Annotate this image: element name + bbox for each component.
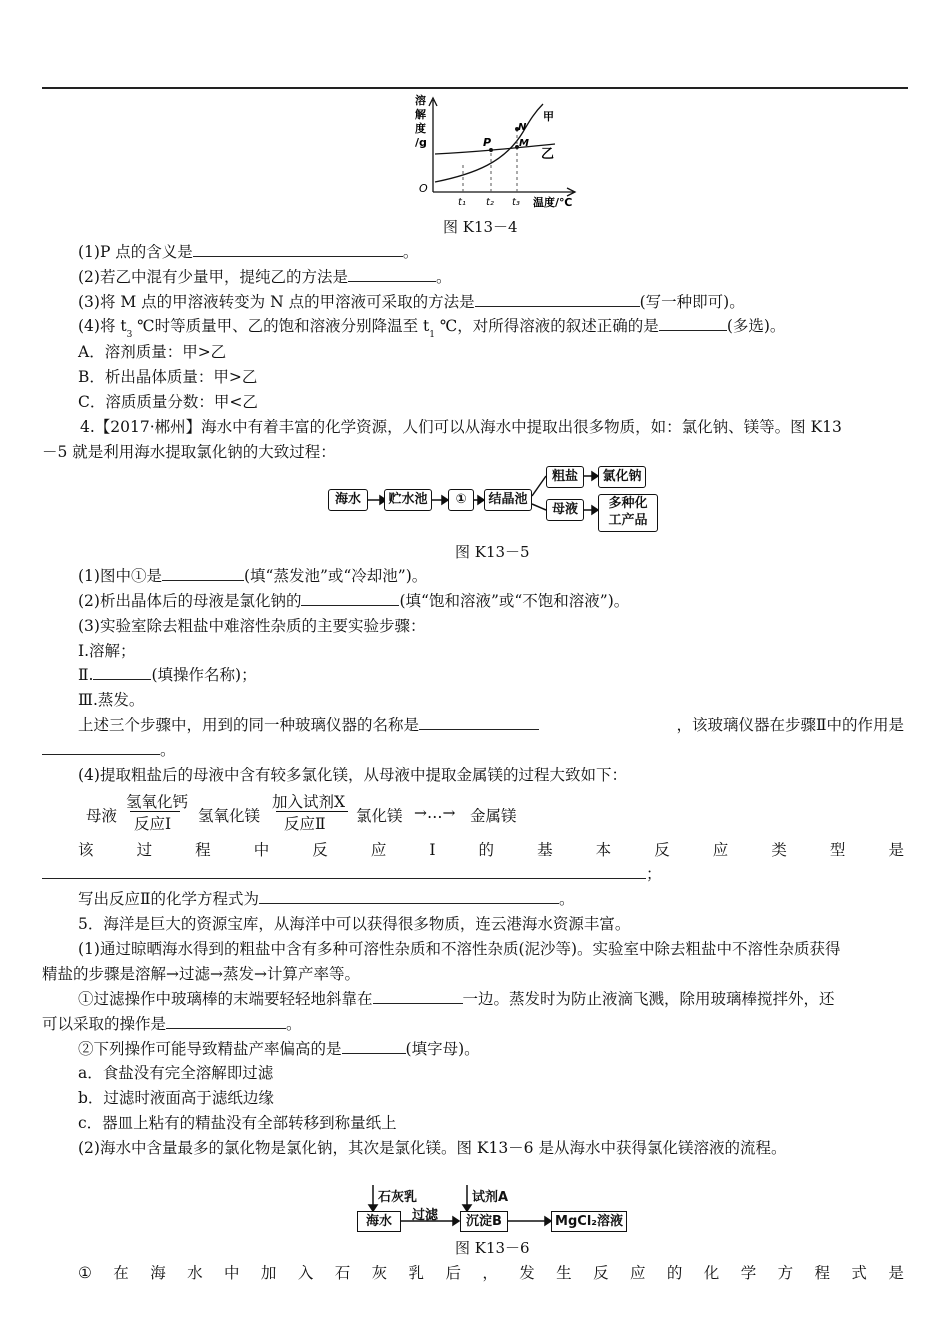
scheme-reaction1: 反应Ⅰ — [134, 815, 172, 833]
chart-origin: O — [419, 182, 428, 195]
scheme-reaction2: 反应Ⅱ — [284, 815, 326, 833]
q4-equation: 写出反应Ⅱ的化学方程式为 。 — [78, 890, 575, 908]
mg-scheme — [86, 790, 546, 833]
scheme-mgcl: 氯化镁 — [356, 807, 403, 825]
point-label-m: M — [519, 138, 529, 149]
q4-part1: (1)图中①是 (填“蒸发池”或“冷却池”)。 — [78, 567, 428, 585]
figure-caption-k13-5: 图 K13－5 — [455, 543, 530, 561]
curve-label-jia: 甲 — [543, 110, 554, 123]
flow-box-storage-pool: 贮水池 — [384, 489, 432, 511]
flow6-lime-label: 石灰乳 — [378, 1190, 418, 1205]
tick-t1: t₁ — [458, 197, 466, 208]
scheme-mother: 母液 — [86, 807, 118, 825]
q4-step1: Ⅰ.溶解； — [78, 642, 136, 660]
flow-box-nacl: 氯化钠 — [598, 466, 646, 488]
curve-label-yi: 乙 — [541, 147, 555, 162]
chart-ylabel-4: /g — [415, 136, 427, 149]
scheme-dots: →…→ — [414, 804, 456, 822]
q3-part3: (3)将 M 点的甲溶液转变为 N 点的甲溶液可采取的方法是 (写一种即可)。 — [78, 293, 745, 311]
flow6-reagent-a-label: 试剂A — [472, 1190, 509, 1205]
tick-t2: t₂ — [486, 197, 494, 208]
q5-option-c: c．器皿上粘有的精盐没有全部转移到称量纸上 — [78, 1114, 397, 1132]
flow6-box-product: MgCl₂溶液 — [551, 1211, 627, 1232]
q3-part4: (4)将 $t_3$ ℃时等质量甲、乙的饱和溶液分别降温至 $t_1$ ℃，对所得溶液的叙述正确的是 (多选)。 — [78, 317, 786, 340]
flow-box-crude-salt: 粗盐 — [546, 466, 584, 488]
q5-part2: (2)海水中含量最多的氯化物是氯化钠，其次是氯化镁。图 K13－6 是从海水中获得氯化镁溶液的流程。 — [78, 1139, 787, 1157]
q4-intro-line1: 4.【2017·郴州】海水中有着丰富的化学资源，人们可以从海水中提取出很多物质，如：氯化钠、镁等。图 K13 — [80, 418, 842, 436]
flow-box-mother-liquor: 母液 — [546, 499, 584, 521]
q5-part1-line2: 精盐的步骤是溶解→过滤→蒸发→计算产率等。 — [42, 965, 360, 983]
point-label-p: P — [483, 136, 492, 149]
tick-t3: t₃ — [512, 197, 520, 208]
flow6-box-precipitate: 沉淀B — [460, 1211, 508, 1232]
q4-step3: Ⅲ.蒸发。 — [78, 691, 145, 709]
flow-box-chem-products: 多种化 工产品 — [598, 494, 658, 532]
q4-part3: (3)实验室除去粗盐中难溶性杂质的主要实验步骤： — [78, 617, 426, 635]
q5-sub1-line2: 可以采取的操作是 。 — [42, 1015, 302, 1033]
flow6-filter-label: 过滤 — [412, 1208, 439, 1223]
flow-box-crystallizer: 结晶池 — [484, 489, 532, 511]
scheme-mg: 金属镁 — [470, 807, 517, 825]
q5-intro: 5．海洋是巨大的资源宝库，从海洋中可以获得很多物质，连云港海水资源丰富。 — [78, 915, 631, 933]
figure-caption-k13-4: 图 K13－4 — [443, 218, 518, 236]
scheme-reagent1: 氢氧化钙 — [126, 793, 189, 811]
q3-part1: (1)P 点的含义是 。 — [78, 243, 419, 261]
flow-box-step1: ① — [448, 489, 474, 511]
flow-box-seawater: 海水 — [328, 489, 368, 511]
scheme-mgoh: 氢氧化镁 — [198, 807, 261, 825]
q4-summary-line1: 上述三个步骤中，用到的同一种玻璃仪器的名称是 ，该玻璃仪器在步骤Ⅱ中的作用是 — [78, 716, 904, 734]
q3-option-b: B．析出晶体质量：甲>乙 — [78, 368, 258, 386]
q4-reaction-type-blank: ； — [42, 864, 662, 884]
q5-part1-line1: (1)通过晾晒海水得到的粗盐中含有多种可溶性杂质和不溶性杂质(泥沙等)。实验室中除去粗盐中不溶性杂质获得 — [78, 940, 841, 958]
q5-sub1-line1: ①过滤操作中玻璃棒的末端要轻轻地斜靠在 一边。蒸发时为防止液滴飞溅，除用玻璃棒搅拌外，还 — [78, 990, 835, 1008]
q3-part2: (2)若乙中混有少量甲，提纯乙的方法是 。 — [78, 268, 452, 286]
top-rule — [42, 87, 908, 89]
scheme-reagent2: 加入试剂X — [272, 793, 346, 811]
chart-ylabel-2: 解 — [415, 108, 426, 121]
q5-option-a: a．食盐没有完全溶解即过滤 — [78, 1064, 274, 1082]
solubility-chart — [405, 92, 585, 210]
figure-caption-k13-6: 图 K13－6 — [455, 1239, 530, 1257]
flow6-box-seawater: 海水 — [357, 1211, 401, 1232]
chart-ylabel-1: 溶 — [415, 94, 426, 107]
q5-sub2: ②下列操作可能导致精盐产率偏高的是 (填字母)。 — [78, 1040, 480, 1058]
chart-xlabel: 温度/℃ — [533, 196, 573, 209]
q4-intro-line2: －5 就是利用海水提取氯化钠的大致过程： — [42, 443, 336, 461]
q4-step2: Ⅱ. (填操作名称)； — [78, 666, 257, 684]
q3-option-a: A．溶剂质量：甲>乙 — [78, 343, 227, 361]
q4-reaction-type-line: 该 过 程 中 反 应 Ⅰ 的 基 本 反 应 类 型 是 — [78, 841, 904, 859]
q4-part4: (4)提取粗盐后的母液中含有较多氯化镁，从母液中提取金属镁的过程大致如下： — [78, 766, 627, 784]
q5-sub2-1-line: ① 在 海 水 中 加 入 石 灰 乳 后 ， 发 生 反 应 的 化 学 方 程 式 是 — [78, 1264, 904, 1282]
q4-summary-line2: 。 — [42, 740, 176, 760]
point-label-n: N — [518, 122, 527, 133]
chart-ylabel-3: 度 — [415, 122, 426, 135]
q4-part2: (2)析出晶体后的母液是氯化钠的 (填“饱和溶液”或“不饱和溶液”)。 — [78, 592, 630, 610]
q5-option-b: b．过滤时液面高于滤纸边缘 — [78, 1089, 274, 1107]
q3-option-c: C．溶质质量分数：甲<乙 — [78, 393, 258, 411]
